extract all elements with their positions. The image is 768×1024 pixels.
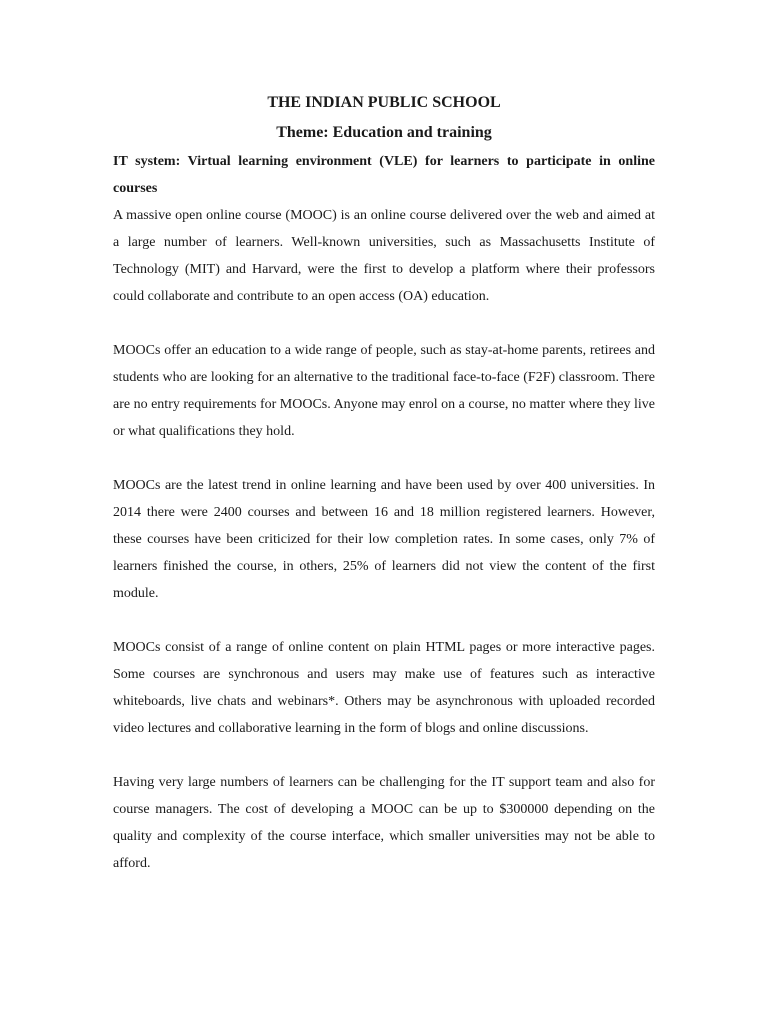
paragraph-1: A massive open online course (MOOC) is an online course delivered over the web and aimed at a large number of learners. Well-known universities, such as Massachusetts Institute of Technology (MIT) and Harvard, were the first to develop a platform where their professors could collaborate and contribute to an open access (OA) education. [113, 208, 655, 304]
paragraph-spacer [113, 310, 655, 337]
theme-heading: Theme: Education and training [276, 124, 492, 141]
it-system-heading: IT system: Virtual learning environment (VLE) for learners to participate in online courses [113, 154, 655, 196]
paragraph-4: MOOCs consist of a range of online content on plain HTML pages or more interactive pages. Some courses are synchronous and users may make use of features such as interactive whiteboards, live chats and webinars*. Others may be asynchronous with uploaded recorded video lectures and collaborative learning in the form of blogs and online discussions. [113, 640, 655, 736]
paragraph-3: MOOCs are the latest trend in online learning and have been used by over 400 universities. In 2014 there were 2400 courses and between 16 and 18 million registered learners. However, these courses have been criticized for their low completion rates. In some cases, only 7% of learners finished the course, in others, 25% of learners did not view the content of the first module. [113, 478, 655, 601]
school-title: THE INDIAN PUBLIC SCHOOL [267, 94, 501, 111]
document-page [113, 88, 655, 877]
paragraph-spacer [113, 607, 655, 634]
paragraph-5: Having very large numbers of learners can be challenging for the IT support team and also for course managers. The cost of developing a MOOC can be up to $300000 depending on the quality and complexity of the course interface, which smaller universities may not be able to afford. [113, 775, 655, 871]
paragraph-spacer [113, 445, 655, 472]
paragraph-spacer [113, 742, 655, 769]
paragraph-2: MOOCs offer an education to a wide range of people, such as stay-at-home parents, retirees and students who are looking for an alternative to the traditional face-to-face (F2F) classroom. There are no entry requirements for MOOCs. Anyone may enrol on a course, no matter where they live or what qualifications they hold. [113, 343, 655, 439]
